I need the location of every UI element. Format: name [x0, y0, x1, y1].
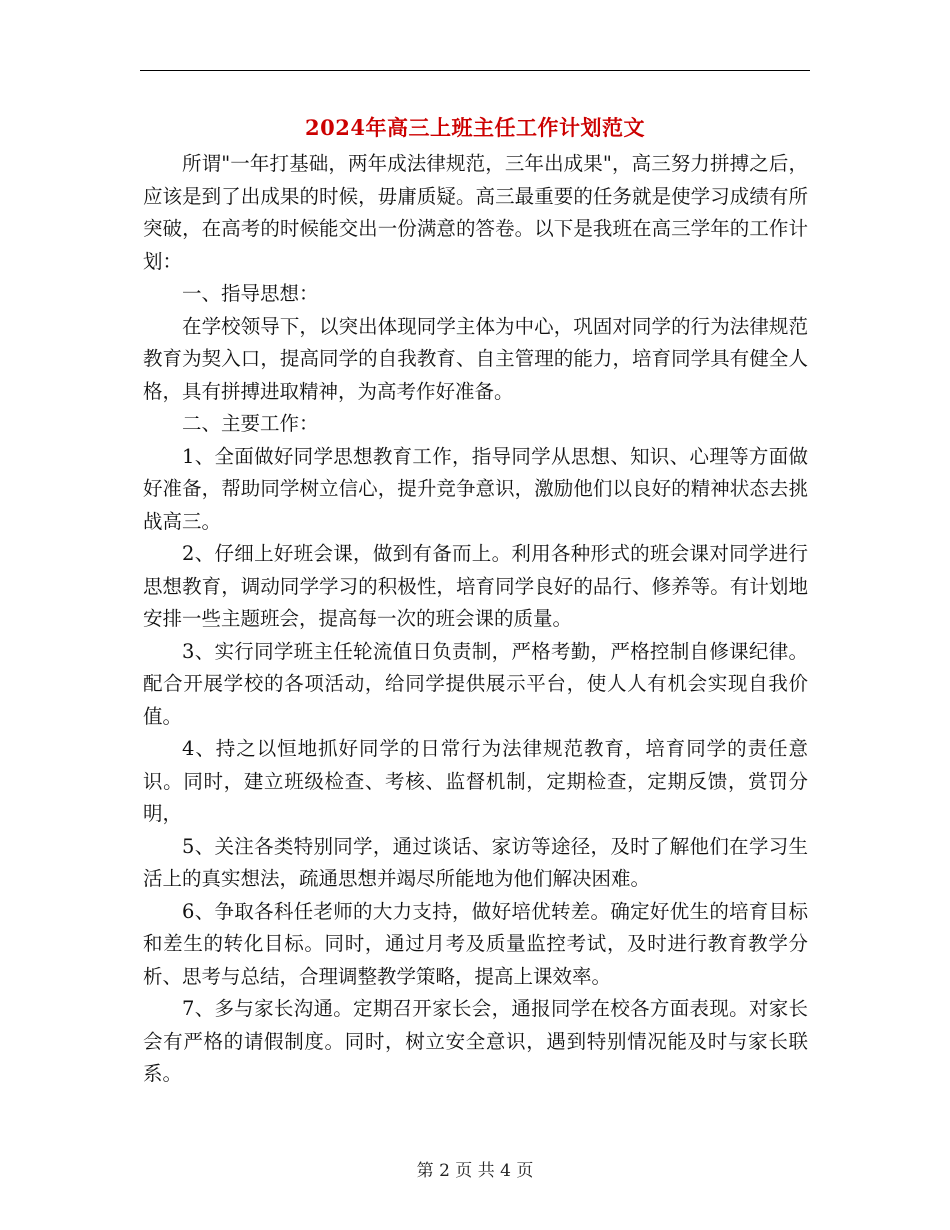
intro-paragraph: 所谓"一年打基础，两年成法律规范，三年出成果"，高三努力拼搏之后，应该是到了出成果的时候，毋庸质疑。高三最重要的任务就是使学习成绩有所突破，在高考的时候能交出一份满意的答卷。以下是我班在高三学年的工作计划： [143, 152, 808, 273]
document-body [143, 148, 808, 1091]
work-item-2: 2、仔细上好班会课，做到有备而上。利用各种形式的班会课对同学进行思想教育，调动同学学习的积极性，培育同学良好的品行、修养等。有计划地安排一些主题班会，提高每一次的班会课的质量。 [143, 542, 808, 630]
work-item-3: 3、实行同学班主任轮流值日负责制，严格考勤，严格控制自修课纪律。配合开展学校的各项活动，给同学提供展示平台，使人人有机会实现自我价值。 [143, 639, 808, 728]
guiding-thought-paragraph: 在学校领导下，以突出体现同学主体为中心，巩固对同学的行为法律规范教育为契入口，提高同学的自我教育、自主管理的能力，培育同学具有健全人格，具有拼搏进取精神，为高考作好准备。 [143, 314, 808, 403]
work-item-5: 5、关注各类特别同学，通过谈话、家访等途径，及时了解他们在学习生活上的真实想法，疏通思想并竭尽所能地为他们解决困难。 [143, 834, 808, 890]
document-title: 2024年高三上班主任工作计划范文 [305, 115, 645, 140]
work-item-1: 1、全面做好同学思想教育工作，指导同学从思想、知识、心理等方面做好准备，帮助同学树立信心，提升竞争意识，激励他们以良好的精神状态去挑战高三。 [143, 444, 808, 533]
work-item-4: 4、持之以恒地抓好同学的日常行为法律规范教育，培育同学的责任意识。同时，建立班级检查、考核、监督机制，定期检查，定期反馈，赏罚分明， [143, 737, 808, 825]
section-heading-main-work: 二、主要工作： [182, 412, 319, 435]
work-item-6: 6、争取各科任老师的大力支持，做好培优转差。确定好优生的培育目标和差生的转化目标。同时，通过月考及质量监控考试，及时进行教育教学分析、思考与总结，合理调整教学策略，提高上课效率。 [143, 899, 808, 988]
work-item-7: 7、多与家长沟通。定期召开家长会，通报同学在校各方面表现。对家长会有严格的请假制度。同时，树立安全意识，遇到特别情况能及时与家长联系。 [143, 997, 808, 1085]
page-number-footer: 第 2 页 共 4 页 [416, 1161, 534, 1181]
section-heading-guiding-thought: 一、指导思想： [182, 282, 319, 305]
header-rule [140, 70, 810, 71]
